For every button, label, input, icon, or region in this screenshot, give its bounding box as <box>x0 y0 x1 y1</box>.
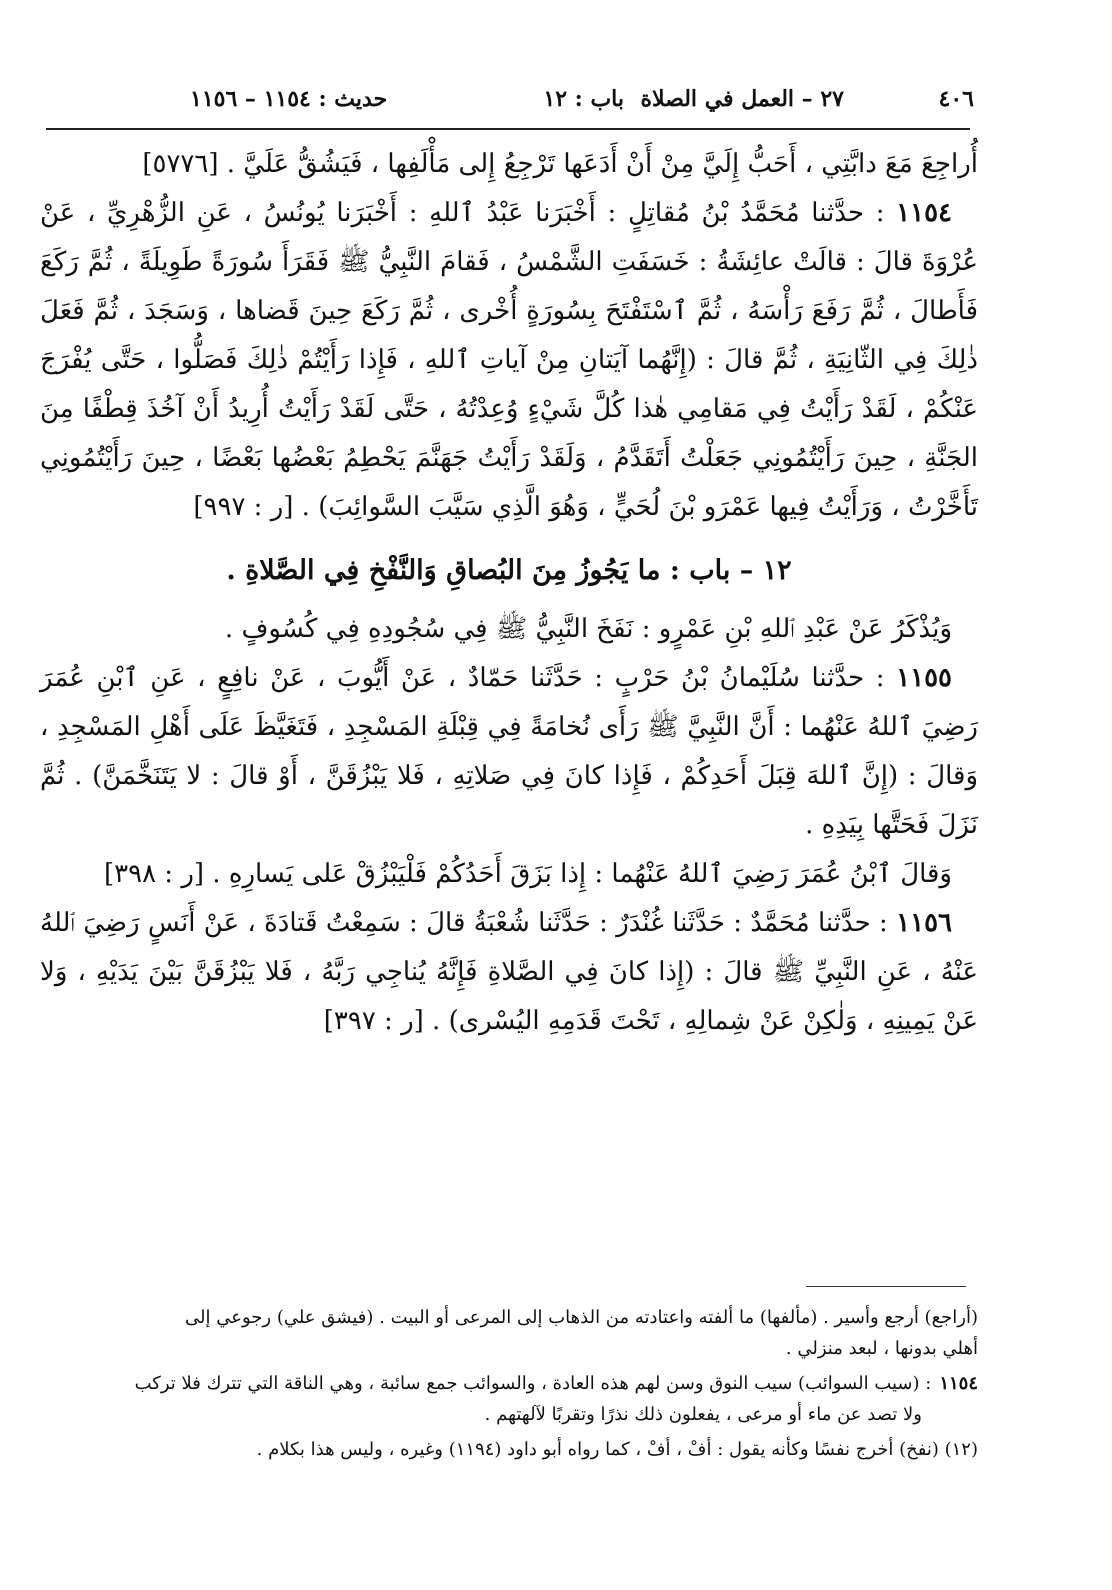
running-header <box>190 82 974 118</box>
ibn-umar-line: وَقالَ ٱبْنُ عُمَرَ رَضِيَ ٱللهُ عَنْهُما : إِذا بَزَقَ أَحَدُكُمْ فَلْيَبْزُقْ عَلى يَسارِهِ . [ر : ٣٩٨] <box>103 859 952 889</box>
bab-note: وَيُذْكَرُ عَنْ عَبْدِ ٱللهِ بْنِ عَمْرٍو : نَفَخَ النَّبِيُّ ﷺ فِي سُجُودِهِ فِي كُسُوفٍ . <box>224 614 952 644</box>
footnote-3: (١٢) (نفخ) أخرج نفسًا وكأنه يقول : أفْ ، أفْ ، كما رواه أبو داود (١١٩٤) وغيره ، وليس هذا بكلام . <box>256 1439 978 1460</box>
hadith-number-1156: ١١٥٦ <box>896 908 953 938</box>
footnotes <box>40 1302 978 1469</box>
footnote-2-line-2: ولا تصد عن ماء أو مرعى ، يفعلون ذلك نذرًا وتقربًا لآلهتهم . <box>484 1404 922 1425</box>
hadith-text-1154: : حدَّثنا مُحَمَّدُ بْنُ مُقاتِلٍ : أَخْبَرَنا عَبْدُ ٱللهِ : أَخْبَرَنا يُونُسُ ، عَنِ الزُّهْرِيِّ ، عَنْ عُرْوَةَ قالَ : قالَتْ عائِشَةُ : خَسَفَتِ الشَّمْسُ ، فَقامَ النَّبِيُّ ﷺ فَقَرَأَ سُورَةً طَوِيلَةً ، ثُمَّ رَكَعَ فَأَطالَ ، ثُمَّ رَفَعَ رَأْسَهُ ، ثُمَّ ٱسْتَفْتَحَ بِسُورَةٍ أُخْرى ، ثُمَّ رَكَعَ حِينَ قَضاها ، وَسَجَدَ ، ثُمَّ فَعَلَ ذٰلِكَ فِي الثّانِيَةِ ، ثُمَّ قالَ : (إِنَّهُما آيَتانِ مِنْ آياتِ ٱللهِ ، فَإِذا رَأَيْتُمْ ذٰلِكَ فَصَلُّوا ، حَتَّى يُفْرَجَ عَنْكُمْ ، لَقَدْ رَأَيْتُ فِي مَقامِي هٰذا كُلَّ شَيْءٍ وُعِدْتُهُ ، حَتَّى لَقَدْ رَأَيْتُ أُرِيدُ أَنْ آخُذَ قِطْفًا مِنَ الجَنَّةِ ، حِينَ رَأَيْتُمُونِي جَعَلْتُ أَتَقَدَّمُ ، وَلَقَدْ رَأَيْتُ جَهَنَّمَ يَحْطِمُ بَعْضُها بَعْضًا ، حِينَ رَأَيْتُمُونِي تَأَخَّرْتُ ، وَرَأَيْتُ فِيها عَمْرَو بْنَ لُحَيٍّ ، وَهُوَ الَّذِي سَيَّبَ السَّوائِبَ) . [ر : ٩٩٧] <box>40 198 978 522</box>
main-text <box>40 140 978 1046</box>
footnote-1 <box>40 1302 978 1364</box>
hadith-1154 <box>40 189 978 532</box>
book-title: ٢٧ – العمل في الصلاة <box>640 86 844 112</box>
bab-heading: ١٢ – باب : ما يَجُوزُ مِنَ البُصاقِ وَالنَّفْخِ فِي الصَّلاةِ . <box>226 555 792 586</box>
footnote-2 <box>40 1368 978 1430</box>
footnote-2-number: ١١٥٤ <box>939 1373 978 1394</box>
hadith-number-1154: ١١٥٤ <box>896 198 953 228</box>
hadith-text-1155: : حدَّثنا سُلَيْمانُ بْنُ حَرْبٍ : حَدَّثَنا حَمّادٌ ، عَنْ أَيُّوبَ ، عَنْ نافِعٍ ، عَنِ ٱبْنِ عُمَرَ رَضِيَ ٱللهُ عَنْهُما : أَنَّ النَّبِيَّ ﷺ رَأَى نُخامَةً فِي قِبْلَةِ المَسْجِدِ ، فَتَغَيَّظَ عَلَى أَهْلِ المَسْجِدِ ، وَقالَ : (إِنَّ ٱللهَ قِبَلَ أَحَدِكُمْ ، فَإِذا كانَ فِي صَلاتِهِ ، فَلا يَبْزُقَنَّ ، أَوْ قالَ : لا يَتَنَخَّمَنَّ) . ثُمَّ نَزَلَ فَحَتَّها بِيَدِهِ . <box>40 663 978 840</box>
hadith-number-1155: ١١٥٥ <box>896 663 952 693</box>
header-rule <box>46 128 970 130</box>
hadith-1155 <box>40 654 978 850</box>
hadith-1156 <box>40 899 978 1046</box>
intro-line: أُراجِعَ مَعَ دابَّتِي ، أَحَبُّ إِلَيَّ مِنْ أَنْ أَدَعَها تَرْجِعُ إِلى مَأْلَفِها ، فَيَشُقُّ عَلَيَّ . [٥٧٧٦] <box>142 149 978 179</box>
footnote-1-line-1: (أراجع) أرجع وأسير . (مألفها) ما ألفته واعتادته من الذهاب إلى المرعى أو البيت . (فيشق علي) رجوعي إلى <box>185 1307 978 1328</box>
hadith-range: حديث : ١١٥٤ – ١١٥٦ <box>190 86 388 112</box>
footnote-rule <box>806 1286 966 1287</box>
hadith-text-1156: : حدَّثنا مُحَمَّدٌ : حَدَّثَنا غُنْدَرٌ : حَدَّثَنا شُعْبَةُ قالَ : سَمِعْتُ قَتادَةَ ، عَنْ أَنَسٍ رَضِيَ ٱللهُ عَنْهُ ، عَنِ النَّبِيِّ ﷺ قالَ : (إِذا كانَ فِي الصَّلاةِ فَإِنَّهُ يُناجِي رَبَّهُ ، فَلا يَبْزُقَنَّ بَيْنَ يَدَيْهِ ، وَلا عَنْ يَمِينِهِ ، وَلٰكِنْ عَنْ شِمالِهِ ، تَحْتَ قَدَمِهِ اليُسْرى) . [ر : ٣٩٧] <box>40 908 978 1036</box>
bab-number: باب : ١٢ <box>543 86 624 112</box>
footnote-2-line-1: : (سيب السوائب) سيب النوق وسن لهم هذه العادة ، والسوائب جمع سائبة ، وهي الناقة التي تترك فلا تركب <box>134 1373 932 1394</box>
footnote-1-line-2: أهلي بدونها ، لبعد منزلي . <box>785 1338 978 1359</box>
page-number: ٤٠٦ <box>938 86 974 112</box>
